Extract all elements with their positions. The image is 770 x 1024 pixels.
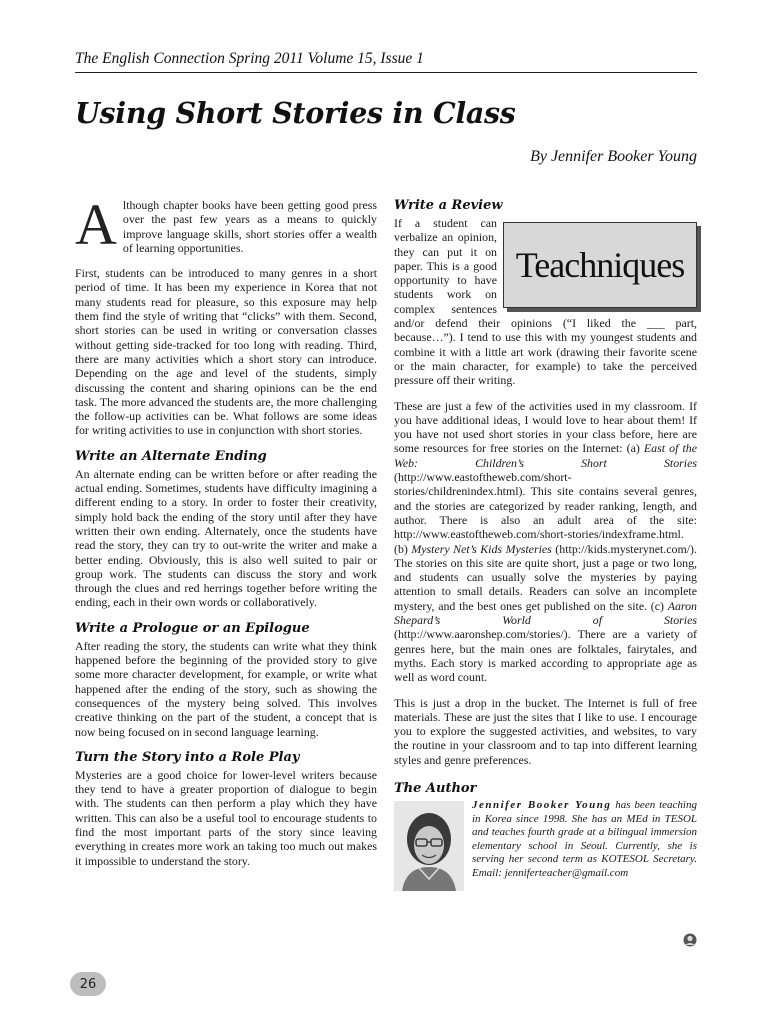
article-title: Using Short Stories in Class [75,96,516,130]
resource-title-aaron-shepard: Aaron Shepard’s World of Stories [394,598,697,628]
body-paragraph: After reading the story, the students can write what they think happened before the beginning of the provided story to give some more character development, for example, or write what happened after the ending of the story, such as showing the consequences of the mystery being solved. This involves creative thinking on the part of the student, a concept that is now being focused on in second language learning. [75,638,377,739]
resources-text: These are just a few of the activities used in my classroom. If you have additional ideas, I would love to hear about them! If you have not used short stories in your class before, here are some resources for free stories on the Internet: (a) [394,398,697,456]
end-of-article-icon [682,932,698,948]
section-heading-review: Write a Review [394,198,503,213]
resources-text: (http://kids.mysterynet.com/). The stories on this site are quite short, just a page or two long, and students can usually solve the mysteries by paying attention to small details. Readers can solve an incomplete mystery, and the best ones get published on the site. (c) [394,541,697,613]
resources-text: (http://www.aaronshep.com/stories/). There are a variety of genres here, but the main ones are folktales, fairytales, and myths. Each story is marked according to appropriate age as well as word count. [394,627,697,685]
resources-text: (http://www.eastoftheweb.com/short-stories/childrenindex.html). This site contains several genres, and the stories are categorized by reader ranking, length, and author. There is also an adult area of the site: http://www.eastoftheweb.com/short-stories/indexframe.html. (b) [394,470,697,556]
body-paragraph: An alternate ending can be written before or after reading the actual ending. Sometimes, students have difficulty imagining a different ending to a story. In order to foster their creativity, simply hold back the ending of the story until after they have written their own ending. Alternately, once the students have read the story, they can try to out-write the writer and make a better ending. Obviously, this is also well suited to pair or group work. The students can discuss the story and work through the clues and red herrings together before writing the ending, each in their own words or collaboratively. [75,466,377,610]
resources-paragraph [394,399,697,685]
section-heading-author: The Author [394,780,477,796]
left-column [75,192,377,879]
page-number: 26 [70,972,106,996]
resource-title-east-of-the-web: East of the Web: Children’s Short Stories [394,441,697,470]
section-heading-role-play: Turn the Story into a Role Play [75,749,300,765]
running-head: The English Connection Spring 2011 Volume 15, Issue 1 [75,50,424,67]
review-text: If a student can verbalize an opinion, they can put it on paper. This is a good opportunity to have students work on complex sentences and/or defend their opinions (“I liked the ___ part, because…”). I tend to use this with my youngest students and combine it with a little art work (drawing their favorite scene or the main character, for example) to take the perceived pressure off their writing. [394,216,697,388]
review-paragraph [394,216,697,388]
article-byline: By Jennifer Booker Young [530,148,697,165]
author-name: Jennifer Booker Young [472,798,612,811]
header-rule [75,72,697,73]
author-photo-icon [394,801,464,891]
section-heading-prologue: Write a Prologue or an Epilogue [75,620,310,636]
section-heading-alternate-ending: Write an Alternate Ending [75,448,267,464]
body-paragraph: First, students can be introduced to many genres in a short period of time. It has been my experience in Korea that not many students read for pleasure, so this exposure may help them find the style of writing that “clicks” with them. Second, short stories can be used in writing or conversation classes without getting side-tracked for too long with reading. Third, there are many activities which a short story can introduce. Depending on the age and level of the students, simply discussing the content and sharing opinions can be the end task. The more advanced the students are, the more challenging the follow-up activities can be. What follows are some ideas for writing activities to use in conjunction with short stories. [75,266,377,438]
author-bio-text: has been teaching in Korea since 1998. She has an MEd in TESOL and teaches fourth grade at a bilingual immersion elementary school in Seoul. Currently, she is serving her second term as KOTESOL Secretary. Email: jenniferteacher@gmail.com [472,798,697,879]
drop-cap: A [75,192,117,257]
teachniques-callout: Teachniques [503,222,697,308]
intro-text: lthough chapter books have been getting good press over the past few years as a means to quickly improve language skills, short stories offer a wealth of learning opportunities. [122,198,377,255]
intro-paragraph [75,192,377,257]
author-box [394,799,697,891]
resource-title-mystery-net: Mystery Net’s Kids Mysteries [411,541,552,556]
body-paragraph: Mysteries are a good choice for lower-level writers because they tend to have a greater proportion of dialogue to begin with. The students can then perform a play which they have written. This can also be a useful tool to encourage students to find the most important parts of the story since leaving everything in creates more work an taking too much out makes it impossible to understand the story. [75,767,377,868]
closing-paragraph: This is just a drop in the bucket. The Internet is full of free materials. These are just the sites that I like to use. I encourage you to explore the suggested activities, and websites, to vary the routine in your classroom and to tap into different learning styles and genre preferences. [394,695,697,767]
right-column [394,198,697,891]
